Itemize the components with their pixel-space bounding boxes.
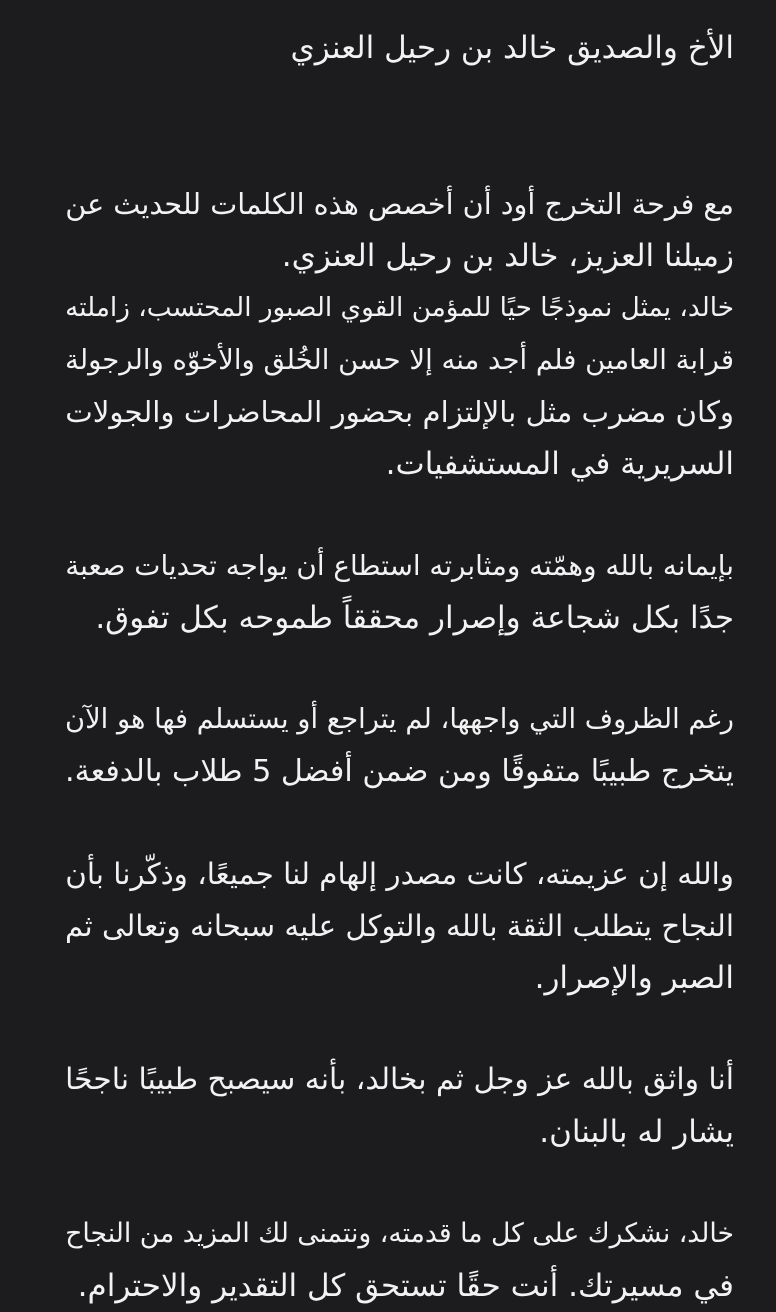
paragraph-line: جدًا بكل شجاعة وإصرار محققاً طموحه بكل تفوق. [95,600,734,636]
paragraph-line: النجاح يتطلب الثقة بالله والتوكل عليه سبحانه وتعالى ثم [65,909,734,943]
spacer [58,490,734,540]
paragraph-intro [58,178,734,490]
spacer [58,644,734,694]
paragraph-faith [58,540,734,644]
paragraph-line: والله إن عزيمته، كانت مصدر إلهام لنا جميعًا، وذكّرنا بأن [65,857,734,891]
paragraph-circumstances [58,694,734,798]
spacer [58,74,734,178]
paragraph-line: أنا واثق بالله عز وجل ثم بخالد، بأنه سيصبح طبيبًا ناجحًا [65,1062,734,1097]
paragraph-line: يشار له بالبنان. [539,1114,734,1150]
document-title: الأخ والصديق خالد بن رحيل العنزي [290,30,734,66]
paragraph-line: في مسيرتك. أنت حقًا تستحق كل التقدير والاحترام. [77,1268,734,1304]
spacer [58,798,734,848]
paragraph-thanks [58,1208,734,1312]
paragraph-line: بإيمانه بالله وهمّته ومثابرته استطاع أن يواجه تحديات صعبة [65,549,734,582]
paragraph-line: قرابة العامين فلم أجد منه إلا حسن الخُلق والأخوّه والرجولة [64,344,734,376]
paragraph-inspiration [58,848,734,1004]
paragraph-line: مع فرحة التخرج أود أن أخصص هذه الكلمات للحديث عن [65,187,734,221]
paragraph-line: زميلنا العزيز، خالد بن رحيل العنزي. [281,238,734,274]
paragraph-line: وكان مضرب مثل بالإلتزام بحضور المحاضرات والجولات [65,395,734,429]
paragraph-line: خالد، نشكرك على كل ما قدمته، ونتمنى لك المزيد من النجاح [65,1218,734,1249]
paragraph-line: الصبر والإصرار. [534,960,734,996]
paragraph-confidence [58,1054,734,1158]
spacer [58,1158,734,1208]
paragraph-line: يتخرج طبيبًا متفوقًا ومن ضمن أفضل 5 طلاب بالدفعة. [65,754,734,789]
paragraph-line: السريرية في المستشفيات. [385,446,734,482]
paragraph-line: خالد، يمثل نموذجًا حيًا للمؤمن القوي الصبور المحتسب، زاملته [65,293,734,323]
paragraph-line: رغم الظروف التي واجهها، لم يتراجع أو يستسلم فها هو الآن [65,704,734,735]
spacer [58,1004,734,1054]
